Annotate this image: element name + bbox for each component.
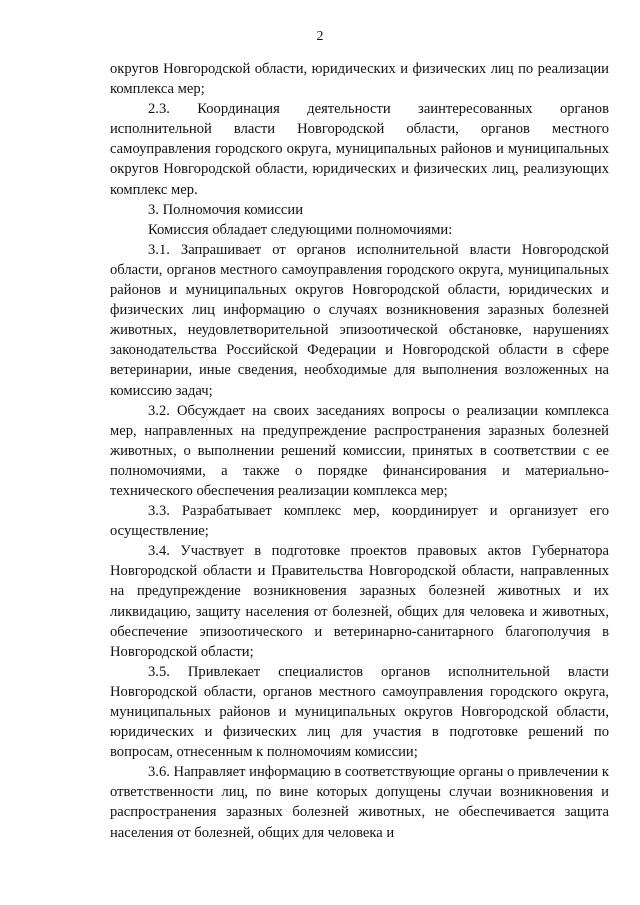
paragraph-3-1: 3.1. Запрашивает от органов исполнительной власти Новгородской области, органов местного самоуправления городского округа, муниципальных районов и муниципальных округов Новгородской области, юридических и физических лиц информацию о случаях возникновения заразных болезней животных, неудовлетворительной эпизоотической обстановке, нарушениях законодательства Российской Федерации и Новгородской области в сфере ветеринарии, иные сведения, необходимые для выполнения возложенных на комиссию задач; xyxy=(110,241,609,399)
document-body xyxy=(110,59,609,843)
paragraph-3-3: 3.3. Разрабатывает комплекс мер, координирует и организует его осуществление; xyxy=(110,503,609,540)
paragraph-2-3: 2.3. Координация деятельности заинтересованных органов исполнительной власти Новгородской области, органов местного самоуправления городского округа, муниципальных районов и муниципальных округов Новгородской области, юридических и физических лиц, реализующих комплекс мер. xyxy=(110,101,609,198)
page-number: 2 xyxy=(316,29,324,44)
paragraph-3-intro: Комиссия обладает следующими полномочиями: xyxy=(148,221,453,238)
paragraph-3-2: 3.2. Обсуждает на своих заседаниях вопросы о реализации комплекса мер, направленных на предупреждение распространения заразных болезней животных, о выполнении решений комиссии, принятых в соответствии с ее полномочиями, а также о порядке финансирования и материально-технического обеспечения реализации комплекса мер; xyxy=(110,402,609,499)
paragraph-continuation: округов Новгородской области, юридических и физических лиц по реализации комплекса мер; xyxy=(110,61,609,98)
paragraph-3-4: 3.4. Участвует в подготовке проектов правовых актов Губернатора Новгородской области и Правительства Новгородской области, направленных на предупреждение возникновения заразных болезней животных и их ликвидацию, защиту населения от болезней, общих для человека и животных, обеспечение эпизоотического и ветеринарно-санитарного благополучия в Новгородской области; xyxy=(110,543,609,660)
section-heading-3: 3. Полномочия комиссии xyxy=(148,201,304,218)
paragraph-3-5: 3.5. Привлекает специалистов органов исполнительной власти Новгородской области, органов местного самоуправления городского округа, муниципальных районов и муниципальных округов Новгородской области, юридических и физических лиц для участия в подготовке решений по вопросам, отнесенным к полномочиям комиссии; xyxy=(110,663,609,761)
paragraph-3-6: 3.6. Направляет информацию в соответствующие органы о привлечении к ответственности лиц, по вине которых допущены случаи возникновения и распространения заразных болезней животных, не обеспечивается защита населения от болезней, общих для человека и xyxy=(110,764,609,841)
